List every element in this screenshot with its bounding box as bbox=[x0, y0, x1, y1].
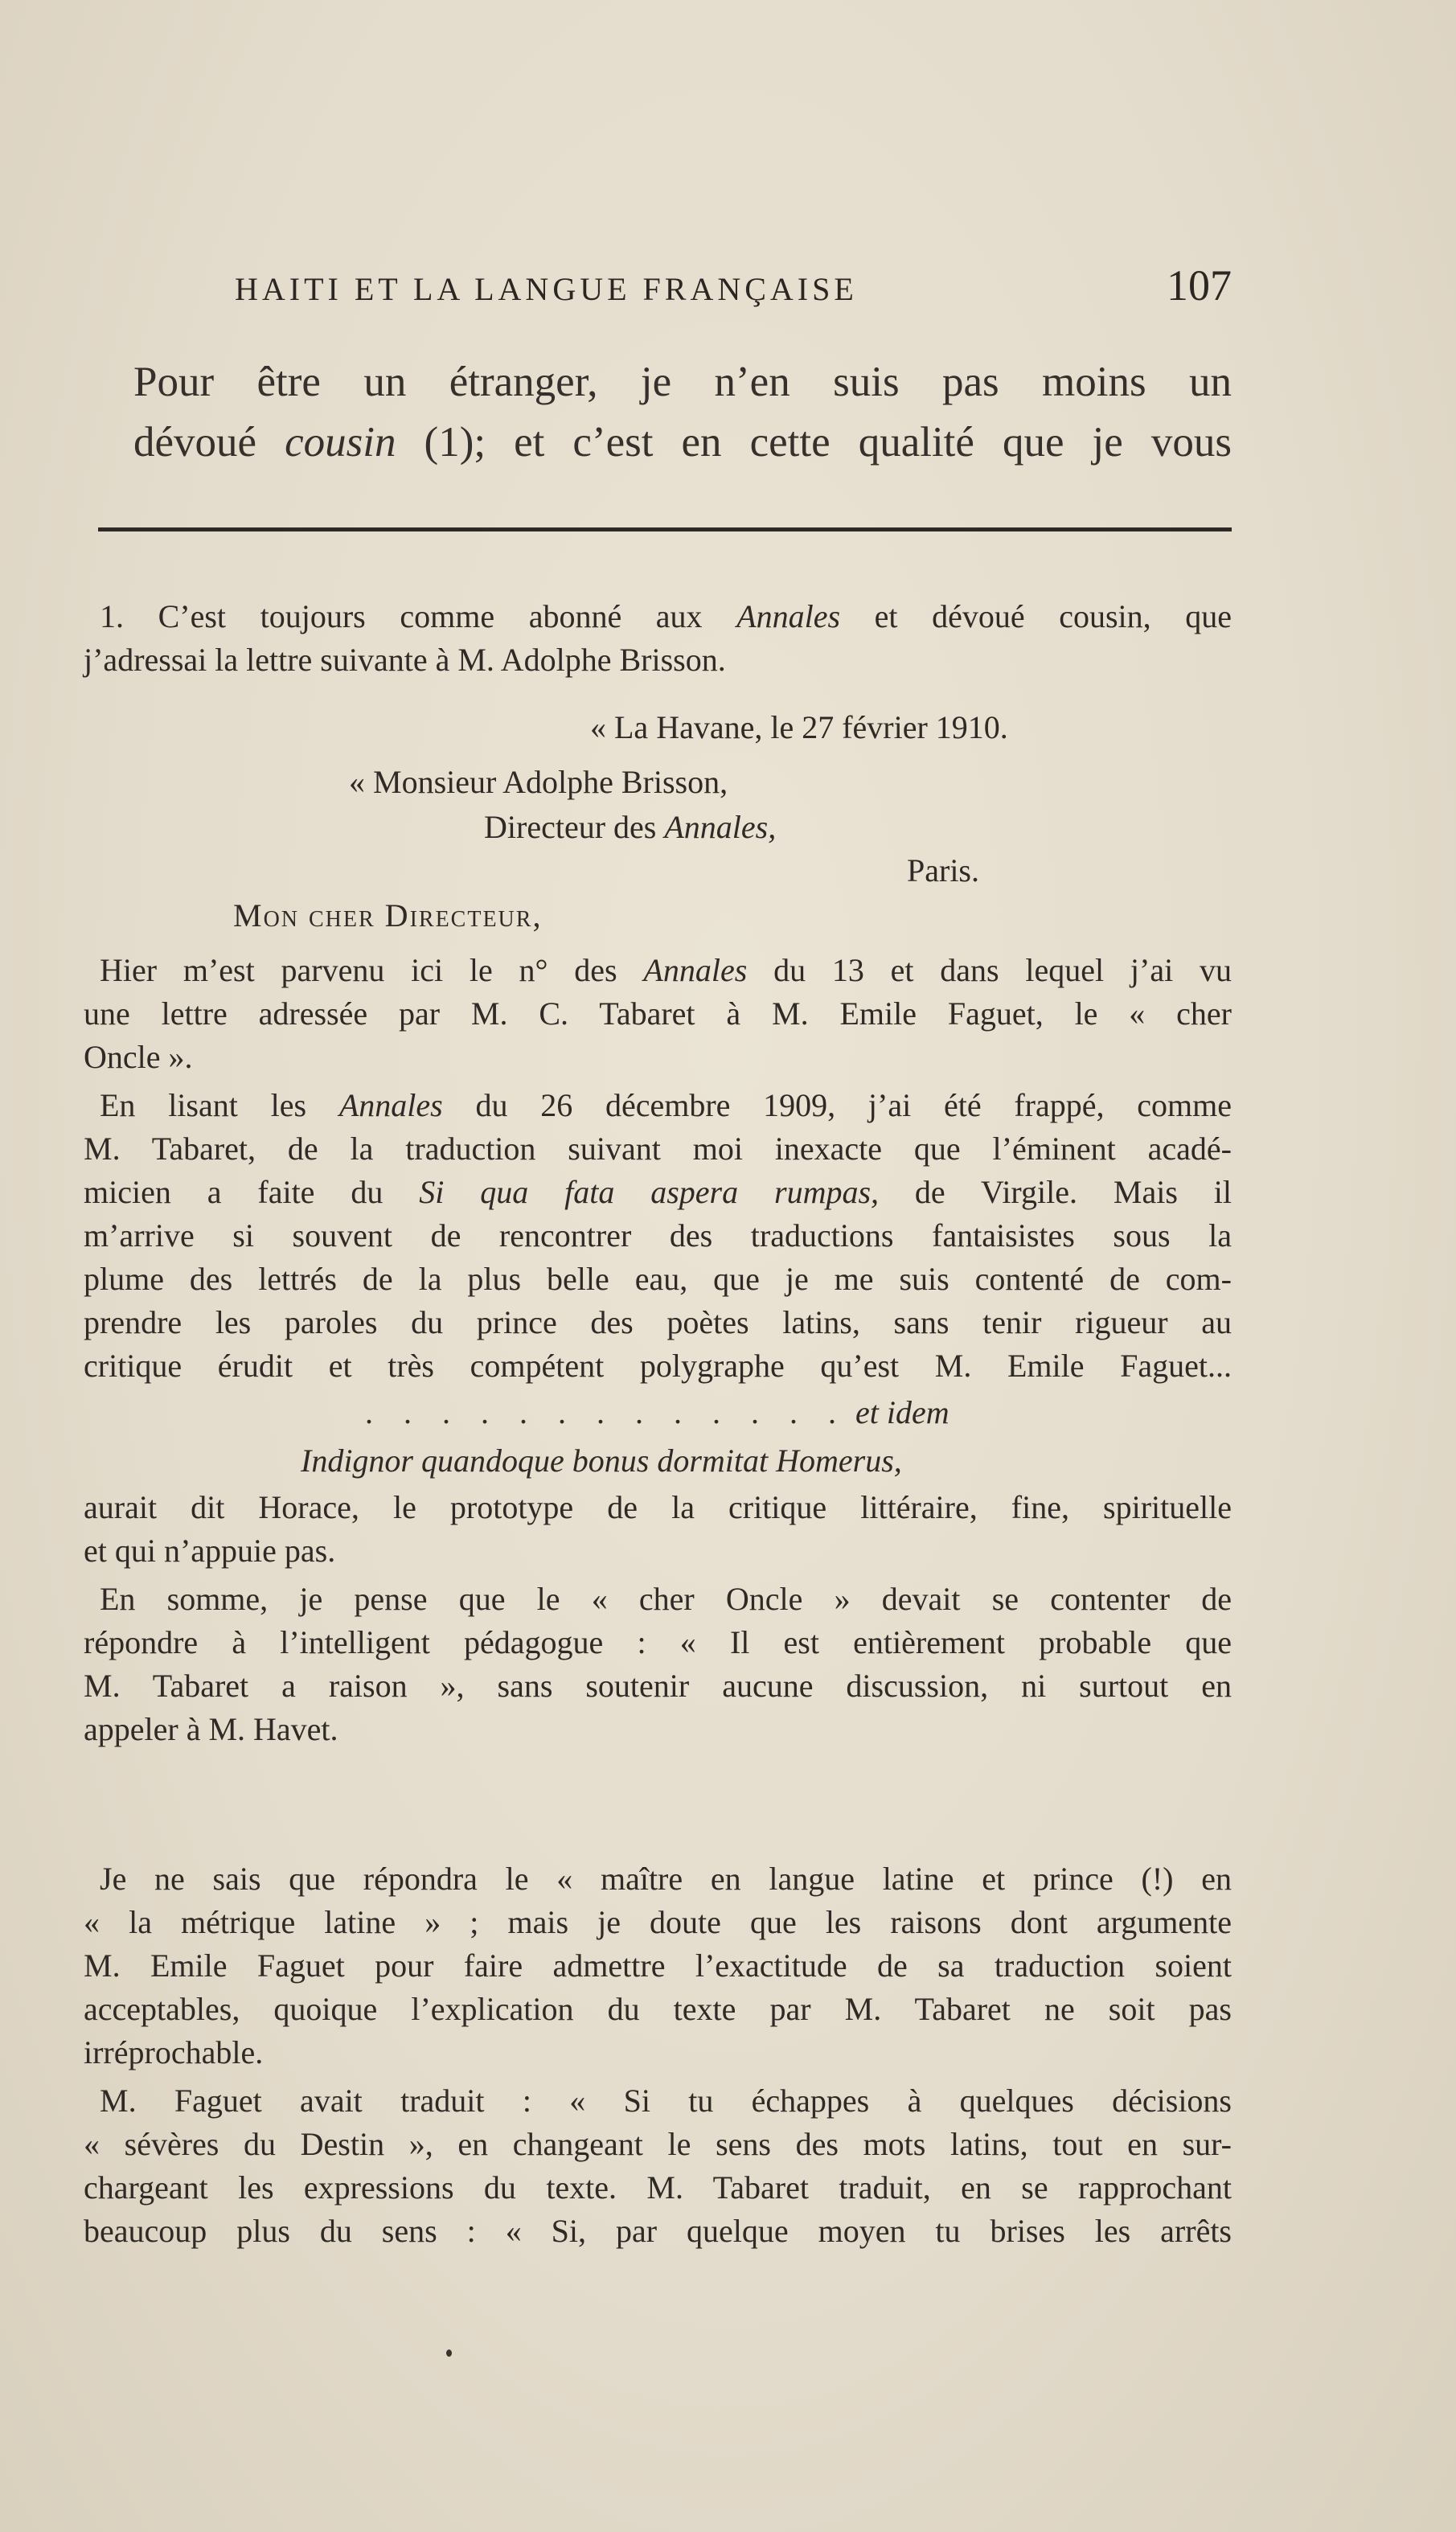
letter-line: répondre à l’intelligent pédagogue : « Il est entièrement probable que bbox=[84, 1624, 1232, 1660]
letter-line: M. Tabaret a raison », sans soutenir aucune discussion, ni surtout en bbox=[84, 1668, 1232, 1704]
letter-line: Hier m’est parvenu ici le n° des Annales du 13 et dans lequel j’ai vu bbox=[100, 952, 1232, 988]
letter-line: « sévères du Destin », en changeant le sens des mots latins, tout en sur- bbox=[84, 2126, 1232, 2162]
footnote-block bbox=[84, 595, 1232, 1751]
letter-address-3: Paris. bbox=[907, 852, 979, 888]
footnote-block-lower bbox=[84, 1756, 1232, 2253]
letter-line: En somme, je pense que le « cher Oncle » devait se contenter de bbox=[100, 1581, 1232, 1617]
latin-quote: Indignor quandoque bonus dormitat Homerus, bbox=[301, 1442, 902, 1479]
letter-paragraph-5 bbox=[84, 1857, 1232, 2074]
letter-address-1: « Monsieur Adolphe Brisson, bbox=[349, 764, 728, 800]
letter-line: appeler à M. Havet. bbox=[84, 1711, 338, 1747]
letter-line: prendre les paroles du prince des poètes latins, sans tenir rigueur au bbox=[84, 1304, 1232, 1340]
body-line-1: Pour être un étranger, je n’en suis pas moins un bbox=[133, 359, 1232, 405]
footnote-line: 1. C’est toujours comme abonné aux Annales et dévoué cousin, que bbox=[100, 598, 1232, 634]
letter-paragraph-6 bbox=[84, 2079, 1232, 2253]
letter-line: aurait dit Horace, le prototype de la critique littéraire, fine, spirituelle bbox=[84, 1489, 1232, 1525]
letter-line: beaucoup plus du sens : « Si, par quelque moyen tu brises les arrêts bbox=[84, 2213, 1232, 2249]
letter-address-2: Directeur des Annales, bbox=[484, 809, 777, 845]
letter-line: une lettre adressée par M. C. Tabaret à M. Emile Faguet, le « cher bbox=[84, 995, 1232, 1032]
letter-line: irréprochable. bbox=[84, 2034, 264, 2070]
letter-line: m’arrive si souvent de rencontrer des traductions fantaisistes sous la bbox=[84, 1217, 1232, 1254]
letter-line: En lisant les Annales du 26 décembre 1909, j’ai été frappé, comme bbox=[100, 1087, 1232, 1123]
letter-line: M. Tabaret, de la traduction suivant moi inexacte que l’éminent acadé- bbox=[84, 1131, 1232, 1167]
letter-line: Oncle ». bbox=[84, 1039, 193, 1075]
letter-line: Je ne sais que répondra le « maître en langue latine et prince (!) en bbox=[100, 1861, 1232, 1897]
letter-line: plume des lettrés de la plus belle eau, que je me suis contenté de com- bbox=[84, 1261, 1232, 1297]
footnote-separator-rule bbox=[98, 527, 1232, 531]
letter-line: et qui n’appuie pas. bbox=[84, 1533, 336, 1569]
letter-salutation: Mon cher Directeur, bbox=[233, 897, 543, 934]
italic-cousin: cousin bbox=[285, 419, 396, 466]
letter-date: « La Havane, le 27 février 1910. bbox=[590, 709, 1008, 745]
ellipsis-line: . . . . . . . . . . . . . et idem bbox=[365, 1394, 949, 1430]
letter-line: M. Faguet avait traduit : « Si tu échappes à quelques décisions bbox=[100, 2083, 1232, 2119]
paper-speck bbox=[446, 2349, 452, 2357]
running-title: HAITI ET LA LANGUE FRANÇAISE bbox=[235, 271, 858, 307]
page-number: 107 bbox=[1167, 261, 1232, 310]
letter-paragraph-4 bbox=[84, 1578, 1232, 1751]
running-header bbox=[235, 261, 1232, 314]
letter-paragraph-3 bbox=[84, 1486, 1232, 1573]
letter-line: acceptables, quoique l’explication du texte par M. Tabaret ne soit pas bbox=[84, 1991, 1232, 2027]
letter-line: chargeant les expressions du texte. M. Tabaret traduit, en se rapprochant bbox=[84, 2169, 1232, 2206]
letter-line: micien a faite du Si qua fata aspera rumpas, de Virgile. Mais il bbox=[84, 1174, 1232, 1210]
letter-paragraph-1 bbox=[84, 949, 1232, 1079]
letter-paragraph-2 bbox=[84, 1084, 1232, 1388]
letter-line: M. Emile Faguet pour faire admettre l’exactitude de sa traduction soient bbox=[84, 1947, 1232, 1984]
body-line-2: dévoué cousin (1); et c’est en cette qualité que je vous bbox=[133, 419, 1232, 466]
letter-line: « la métrique latine » ; mais je doute que les raisons dont argumente bbox=[84, 1904, 1232, 1940]
footnote-line: j’adressai la lettre suivante à M. Adolphe Brisson. bbox=[84, 642, 726, 678]
letter-line: critique érudit et très compétent polygraphe qu’est M. Emile Faguet... bbox=[84, 1348, 1232, 1384]
